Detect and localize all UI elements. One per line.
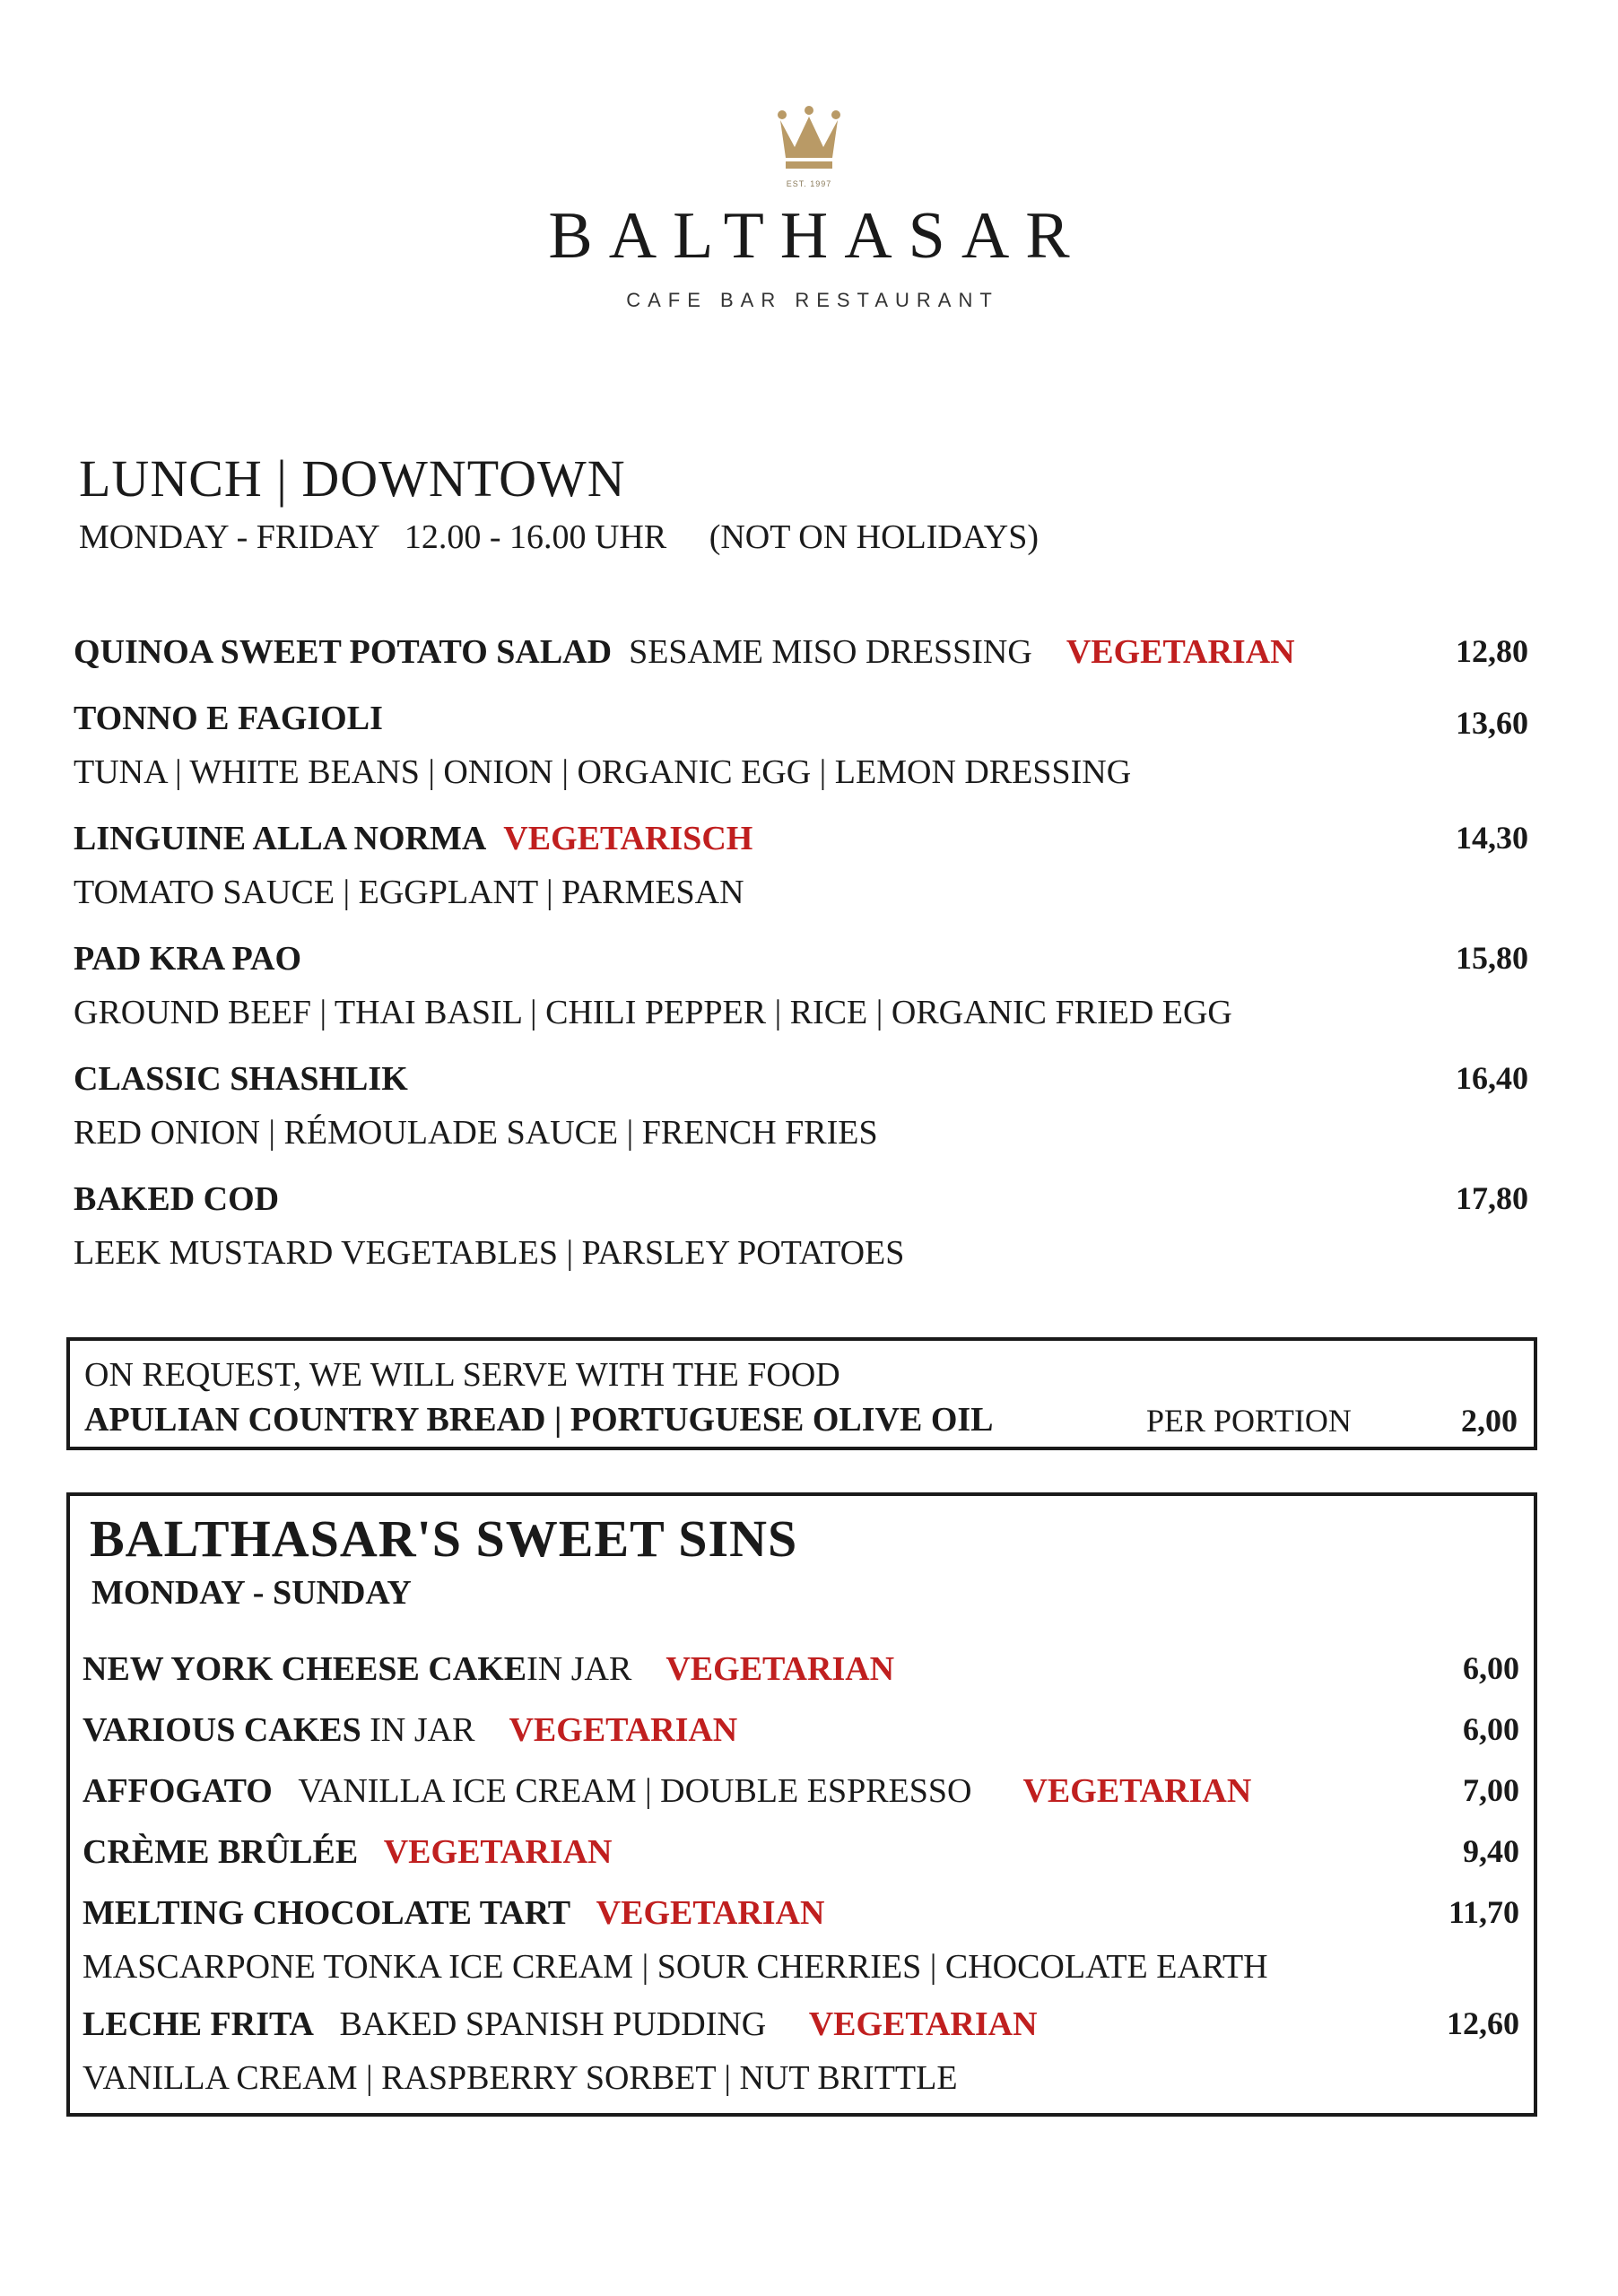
menu-item (74, 938, 1528, 1034)
sweets-title: BALTHASAR'S SWEET SINS (90, 1509, 798, 1568)
item-name: LINGUINE ALLA NORMA (74, 820, 487, 857)
sweets-box (66, 1492, 1537, 2117)
vegetarian-tag: VEGETARIAN (665, 1650, 895, 1688)
dessert-item (83, 1831, 1519, 1874)
item-price: 12,60 (1447, 2005, 1519, 2041)
menu-item (74, 1058, 1528, 1154)
bread-offer-box (66, 1337, 1537, 1450)
item-name: CRÈME BRÛLÉE (83, 1833, 359, 1871)
vegetarian-tag: VEGETARIAN (596, 1894, 825, 1932)
item-description: SESAME MISO DRESSING (629, 633, 1032, 671)
sweets-days: MONDAY - SUNDAY (91, 1574, 412, 1612)
item-price: 17,80 (1456, 1180, 1528, 1216)
item-name: MELTING CHOCOLATE TART (83, 1894, 571, 1932)
item-name: LECHE FRITA (83, 2005, 314, 2043)
vegetarian-tag: VEGETARISCH (503, 820, 753, 857)
item-price: 11,70 (1448, 1894, 1519, 1930)
menu-item (74, 1178, 1528, 1274)
item-name: BAKED COD (74, 1180, 280, 1218)
lunch-hours: MONDAY - FRIDAY 12.00 - 16.00 UHR (NOT ON HOLIDAYS) (79, 518, 1040, 556)
dessert-item (83, 1892, 1519, 1988)
item-description: RED ONION | RÉMOULADE SAUCE | FRENCH FRIES (74, 1113, 878, 1152)
item-description: BAKED SPANISH PUDDING (339, 2005, 767, 2043)
item-description: TUNA | WHITE BEANS | ONION | ORGANIC EGG | LEMON DRESSING (74, 752, 1132, 791)
item-price: 9,40 (1463, 1833, 1519, 1869)
menu-item (74, 631, 1528, 674)
bread-note: ON REQUEST, WE WILL SERVE WITH THE FOOD (84, 1356, 840, 1394)
item-price: 7,00 (1463, 1772, 1519, 1808)
item-description: IN JAR (370, 1711, 475, 1749)
item-price: 12,80 (1456, 633, 1528, 669)
item-price: 15,80 (1456, 940, 1528, 976)
item-description: IN JAR (526, 1650, 632, 1688)
item-price: 6,00 (1463, 1711, 1519, 1747)
dessert-item (83, 1648, 1519, 1692)
item-name: AFFOGATO (83, 1772, 273, 1810)
item-name: NEW YORK CHEESE CAKE (83, 1650, 527, 1688)
item-price: 6,00 (1463, 1650, 1519, 1686)
item-name: QUINOA SWEET POTATO SALAD (74, 633, 613, 671)
item-name: CLASSIC SHASHLIK (74, 1060, 408, 1098)
vegetarian-tag: VEGETARIAN (383, 1833, 613, 1871)
item-name: TONNO E FAGIOLI (74, 700, 383, 737)
bread-unit: PER PORTION (1146, 1403, 1352, 1439)
bread-price: 2,00 (1461, 1403, 1518, 1439)
item-name: VARIOUS CAKES (83, 1711, 361, 1749)
menu-item (74, 818, 1528, 914)
item-description: VANILLA ICE CREAM | DOUBLE ESPRESSO (298, 1772, 972, 1810)
item-price: 13,60 (1456, 705, 1528, 741)
lunch-title: LUNCH | DOWNTOWN (79, 449, 626, 508)
vegetarian-tag: VEGETARIAN (509, 1711, 738, 1749)
crown-icon (777, 106, 841, 176)
item-price: 14,30 (1456, 820, 1528, 856)
brand-name: BALTHASAR (548, 199, 1086, 273)
menu-item (74, 698, 1528, 794)
item-description: GROUND BEEF | THAI BASIL | CHILI PEPPER | RICE | ORGANIC FRIED EGG (74, 993, 1232, 1031)
vegetarian-tag: VEGETARIAN (1066, 633, 1295, 671)
item-description: TOMATO SAUCE | EGGPLANT | PARMESAN (74, 873, 744, 911)
established-year: EST. 1997 (786, 179, 832, 188)
logo (0, 106, 1618, 312)
item-price: 16,40 (1456, 1060, 1528, 1096)
item-description: MASCARPONE TONKA ICE CREAM | SOUR CHERRIES | CHOCOLATE EARTH (83, 1947, 1268, 1986)
item-description: LEEK MUSTARD VEGETABLES | PARSLEY POTATOES (74, 1233, 905, 1272)
vegetarian-tag: VEGETARIAN (1022, 1772, 1252, 1810)
bread-item-name: APULIAN COUNTRY BREAD | PORTUGUESE OLIVE OIL (84, 1401, 994, 1439)
brand-tagline: CAFE BAR RESTAURANT (626, 289, 999, 311)
dessert-item (83, 2004, 1519, 2100)
dessert-item (83, 1709, 1519, 1752)
vegetarian-tag: VEGETARIAN (808, 2005, 1038, 2043)
item-description: VANILLA CREAM | RASPBERRY SORBET | NUT BRITTLE (83, 2058, 958, 2097)
dessert-item (83, 1770, 1519, 1813)
item-name: PAD KRA PAO (74, 940, 302, 978)
